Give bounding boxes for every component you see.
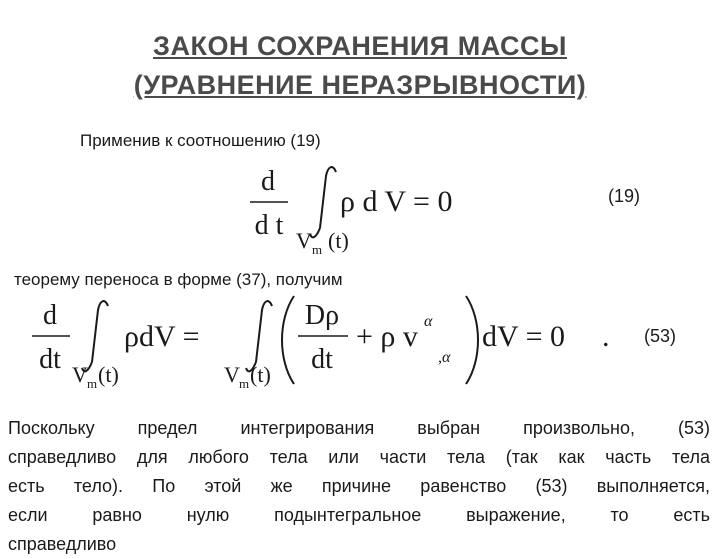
middle-text: теорему переноса в форме (37), получим: [14, 270, 343, 289]
paragraph-line: есть тело). По этой же причине равенство (53) выполняется,: [8, 476, 710, 496]
equation-53: [26, 290, 626, 400]
eq53-frac-numerator: Dρ: [304, 300, 340, 331]
eq53-plus-term: + ρ v: [356, 320, 418, 353]
eq53-lhs-integrand: ρdV =: [124, 320, 200, 353]
eq53-limit-sub-1: m: [87, 376, 98, 391]
eq53-subscript: ,α: [438, 349, 451, 366]
eq53-rhs: dV = 0: [482, 320, 566, 353]
eq53-lhs-numerator: d: [43, 300, 57, 331]
eq53-integral-sign-1: [82, 301, 108, 371]
eq19-limit-v: V: [296, 228, 312, 253]
paragraph-line: справедливо для любого тела или части тела (так как часть тела: [8, 447, 710, 467]
intro-text: Применив к соотношению (19): [80, 131, 321, 150]
eq53-integral-sign-2: [246, 301, 272, 371]
eq19-denominator: d t: [254, 210, 284, 241]
eq19-integral-sign: [310, 167, 336, 237]
paragraph-line: справедливо: [8, 534, 117, 554]
eq53-right-paren: [466, 296, 478, 384]
slide-title-line-2: (УРАВНЕНИЕ НЕРАЗРЫВНОСТИ): [133, 70, 587, 100]
explanation-paragraph: [8, 414, 710, 559]
eq19-numerator: d: [261, 166, 275, 197]
eq53-limit-sub-2: m: [239, 376, 250, 391]
eq53-frac-denominator: dt: [311, 344, 333, 375]
eq53-dot: .: [602, 320, 610, 353]
eq53-limit-v-1: V: [72, 362, 88, 387]
eq53-limit-v-2: V: [224, 362, 240, 387]
eq53-left-paren: [282, 296, 294, 384]
eq53-limit-arg-1: (t): [98, 362, 119, 387]
eq53-superscript: α: [424, 313, 433, 330]
eq53-limit-arg-2: (t): [250, 362, 271, 387]
eq19-limit-sub: m: [312, 242, 323, 257]
paragraph-line: Поскольку предел интегрирования выбран произвольно, (53): [8, 418, 710, 438]
eq19-integrand: ρ d V = 0: [340, 185, 453, 218]
eq53-number: (53): [644, 326, 677, 346]
paragraph-line: если равно нулю подынтегральное выражение, то есть: [8, 505, 710, 525]
equation-19: [240, 160, 480, 260]
slide-title-line-1: ЗАКОН СОХРАНЕНИЯ МАССЫ: [153, 31, 567, 61]
eq19-number: (19): [608, 186, 641, 206]
eq19-limit-arg: (t): [328, 228, 349, 253]
eq53-lhs-denominator: dt: [39, 344, 61, 375]
